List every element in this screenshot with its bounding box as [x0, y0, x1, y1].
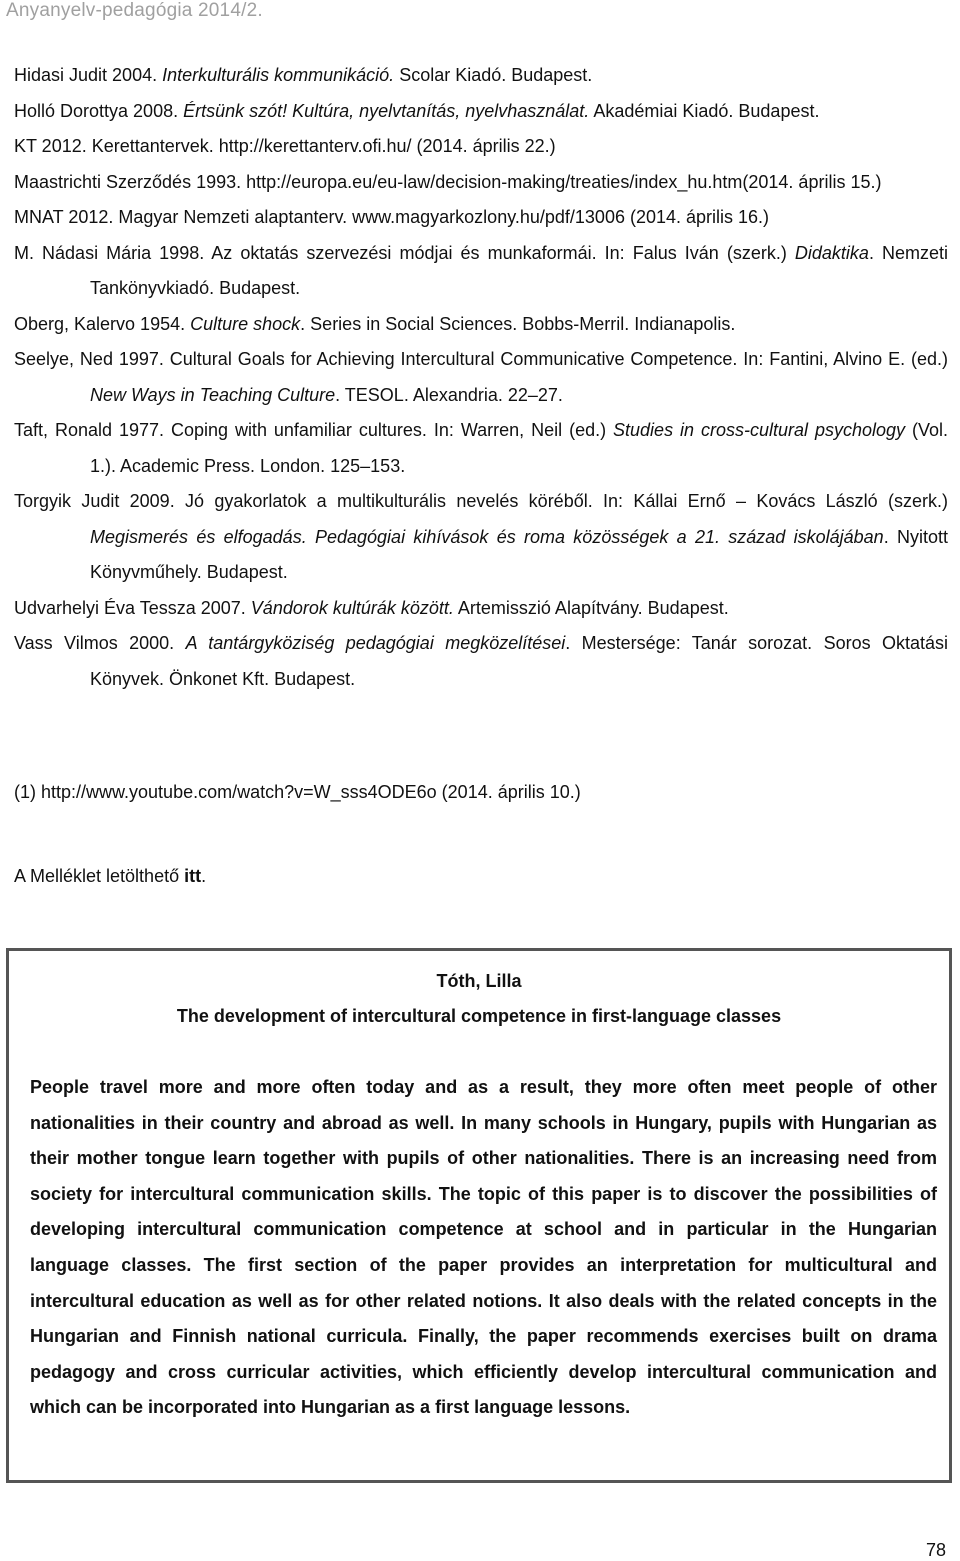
reference-item: Torgyik Judit 2009. Jó gyakorlatok a multikulturális nevelés köréből. In: Kállai Ernő – Kovács László (szerk.) Megismerés és elfogadás. Pedagógiai kihívások és roma közösségek a 21. század iskolájában. Nyitott Könyvműhely. Budapest. — [14, 491, 948, 582]
abstract-author: Tóth, Lilla — [436, 971, 522, 991]
appendix-text: A Melléklet letölthető — [14, 866, 185, 886]
reference-item: Vass Vilmos 2000. A tantárgyköziség pedagógiai megközelítései. Mestersége: Tanár sorozat. Soros Oktatási Könyvek. Önkonet Kft. Budapest. — [14, 633, 948, 689]
reference-item: Holló Dorottya 2008. Értsünk szót! Kultúra, nyelvtanítás, nyelvhasználat. Akadémiai Kiadó. Budapest. — [14, 100, 820, 121]
reference-item: Seelye, Ned 1997. Cultural Goals for Achieving Intercultural Communicative Competence. In: Fantini, Alvino E. (ed.) New Ways in Teaching Culture. TESOL. Alexandria. 22–27. — [14, 349, 948, 405]
reference-link[interactable]: KT 2012. Kerettantervek. http://kerettanterv.ofi.hu/ (2014. április 22.) — [14, 136, 556, 156]
reference-link[interactable]: MNAT 2012. Magyar Nemzeti alaptanterv. www.magyarkozlony.hu/pdf/13006 (2014. április 16.) — [14, 207, 770, 227]
reference-title: Vándorok kultúrák között. — [250, 597, 454, 618]
reference-title: Interkulturális kommunikáció. — [162, 65, 395, 85]
reference-item: Taft, Ronald 1977. Coping with unfamiliar cultures. In: Warren, Neil (ed.) Studies in cross-cultural psychology (Vol. 1.). Academic Press. London. 125–153. — [14, 420, 948, 476]
appendix-end: . — [201, 866, 207, 886]
footnote[interactable]: (1) http://www.youtube.com/watch?v=W_sss4ODE6o (2014. április 10.) — [14, 782, 581, 802]
reference-item — [14, 200, 948, 236]
reference-title: A tantárgyköziség pedagógiai megközelítései — [185, 633, 566, 653]
reference-title: Megismerés és elfogadás. Pedagógiai kihívások és roma közösségek a 21. század iskolájában — [90, 526, 884, 547]
reference-item: Hidasi Judit 2004. Interkulturális kommunikáció. Scolar Kiadó. Budapest. — [14, 65, 593, 85]
appendix-download-link[interactable]: itt — [184, 866, 202, 886]
abstract-text: People travel more and more often today and as a result, they more often meet people of other nationalities in their country and abroad as well. In many schools in Hungary, pupils with Hungarian as their mother tongue learn together with pupils of other nationalities. There is an increasing need from society for intercultural communication skills. The topic of this paper is to discover the possibilities of developing intercultural communication competence at school and in particular in the Hungarian language classes. The first section of the paper provides an interpretation for multicultural and intercultural education as well as for other related notions. It also deals with the related concepts in the Hungarian and Finnish national curricula. Finally, the paper recommends exercises built on drama pedagogy and cross curricular activities, which efficiently develop intercultural communication and which can be incorporated into Hungarian as a first language lessons. — [30, 1077, 937, 1418]
reference-item: Udvarhelyi Éva Tessza 2007. Vándorok kultúrák között. Artemisszió Alapítvány. Budapest. — [14, 597, 729, 618]
reference-item: M. Nádasi Mária 1998. Az oktatás szervezési módjai és munkaformái. In: Falus Iván (szerk.) Didaktika. Nemzeti Tankönyvkiadó. Budapest. — [14, 242, 948, 298]
reference-link[interactable]: Maastrichti Szerződés 1993. http://europa.eu/eu-law/decision-making/treaties/index_hu.htm(2014. április 15.) — [14, 171, 882, 192]
running-head: Anyanyelv-pedagógia 2014/2. — [6, 0, 263, 21]
reference-item — [14, 129, 948, 165]
reference-title: New Ways in Teaching Culture — [90, 384, 336, 405]
reference-item: Oberg, Kalervo 1954. Culture shock. Series in Social Sciences. Bobbs-Merril. Indianapolis. — [14, 313, 736, 334]
reference-list — [14, 58, 948, 697]
reference-title: Didaktika — [794, 242, 869, 263]
abstract-box — [6, 948, 952, 1483]
reference-title: Értsünk szót! Kultúra, nyelvtanítás, nyelvhasználat. — [183, 100, 590, 121]
reference-item — [14, 165, 948, 201]
appendix-line — [14, 866, 206, 887]
reference-title: Culture shock — [190, 313, 301, 334]
reference-title: Studies in cross-cultural psychology — [613, 420, 906, 440]
page-number: 78 — [925, 1540, 946, 1560]
abstract-title: The development of intercultural competence in first-language classes — [176, 1006, 782, 1026]
